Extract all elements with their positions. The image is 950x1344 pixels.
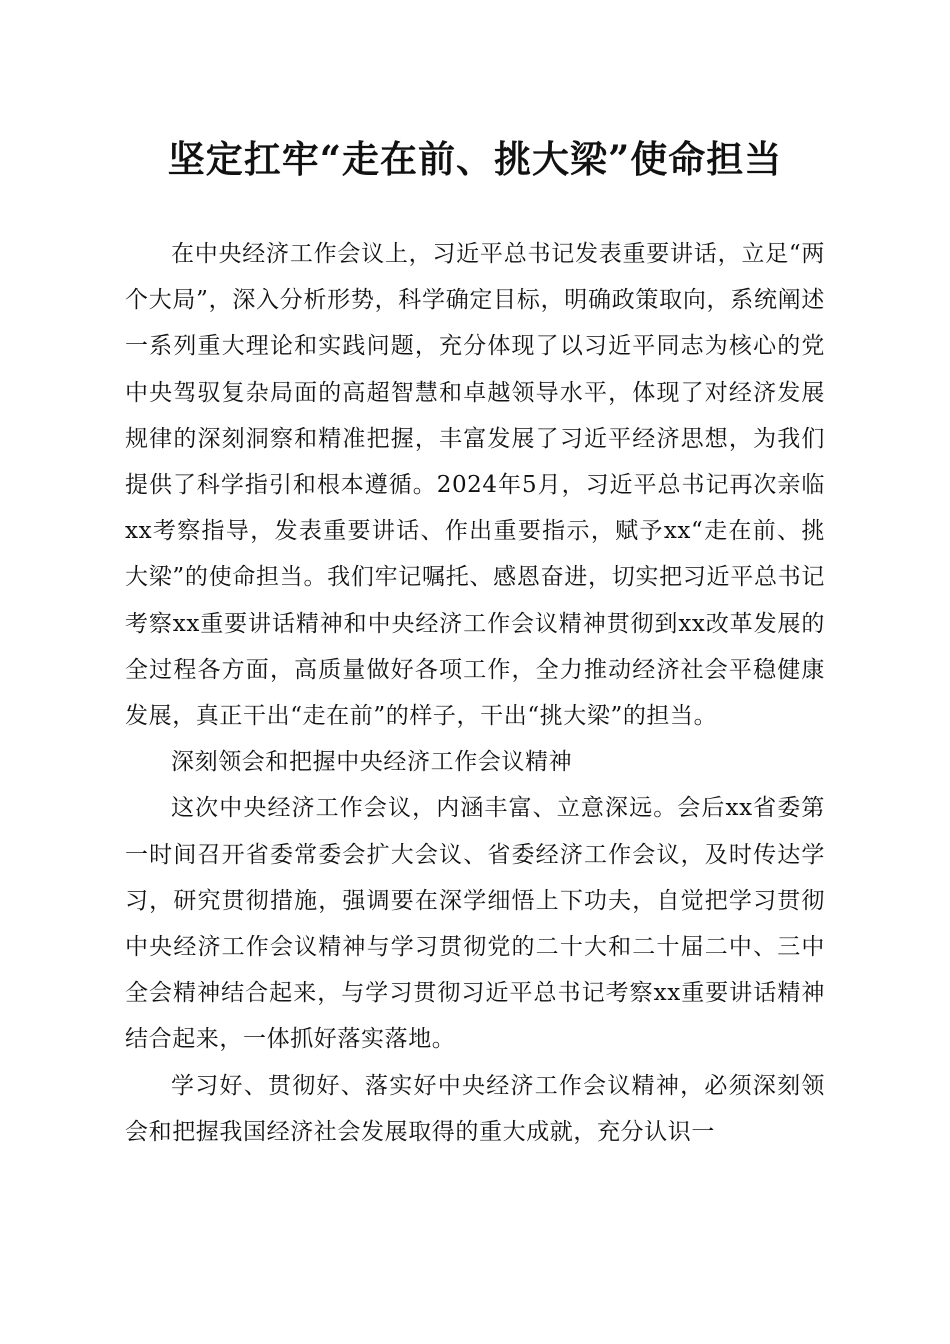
paragraph-intro: 在中央经济工作会议上，习近平总书记发表重要讲话，立足“两个大局”，深入分析形势，科学确定目标，明确政策取向，系统阐述一系列重大理论和实践问题，充分体现了以习近平同志为核心的党中央驾驭复杂局面的高超智慧和卓越领导水平，体现了对经济发展规律的深刻洞察和精准把握，丰富发展了习近平经济思想，为我们提供了科学指引和根本遵循。2024年5月，习近平总书记再次亲临xx考察指导，发表重要讲话、作出重要指示，赋予xx“走在前、挑大梁”的使命担当。我们牢记嘱托、感恩奋进，切实把习近平总书记考察xx重要讲话精神和中央经济工作会议精神贯彻到xx改革发展的全过程各方面，高质量做好各项工作，全力推动经济社会平稳健康发展，真正干出“走在前”的样子，干出“挑大梁”的担当。 bbox=[125, 241, 825, 730]
paragraph-study: 学习好、贯彻好、落实好中央经济工作会议精神，必须深刻领会和把握我国经济社会发展取得的重大成就，充分认识一 bbox=[125, 1072, 825, 1145]
paragraph-meeting: 这次中央经济工作会议，内涵丰富、立意深远。会后xx省委第一时间召开省委常委会扩大会议、省委经济工作会议，及时传达学习，研究贯彻措施，强调要在深学细悟上下功夫，自觉把学习贯彻中央经济工作会议精神与学习贯彻党的二十大和二十届二中、三中全会精神结合起来，与学习贯彻习近平总书记考察xx重要讲话精神结合起来，一体抓好落实落地。 bbox=[125, 795, 825, 1053]
document-body bbox=[125, 231, 825, 1155]
document-title: 坚定扛牢“走在前、挑大梁”使命担当 bbox=[167, 137, 783, 181]
section-heading: 深刻领会和把握中央经济工作会议精神 bbox=[171, 749, 573, 776]
